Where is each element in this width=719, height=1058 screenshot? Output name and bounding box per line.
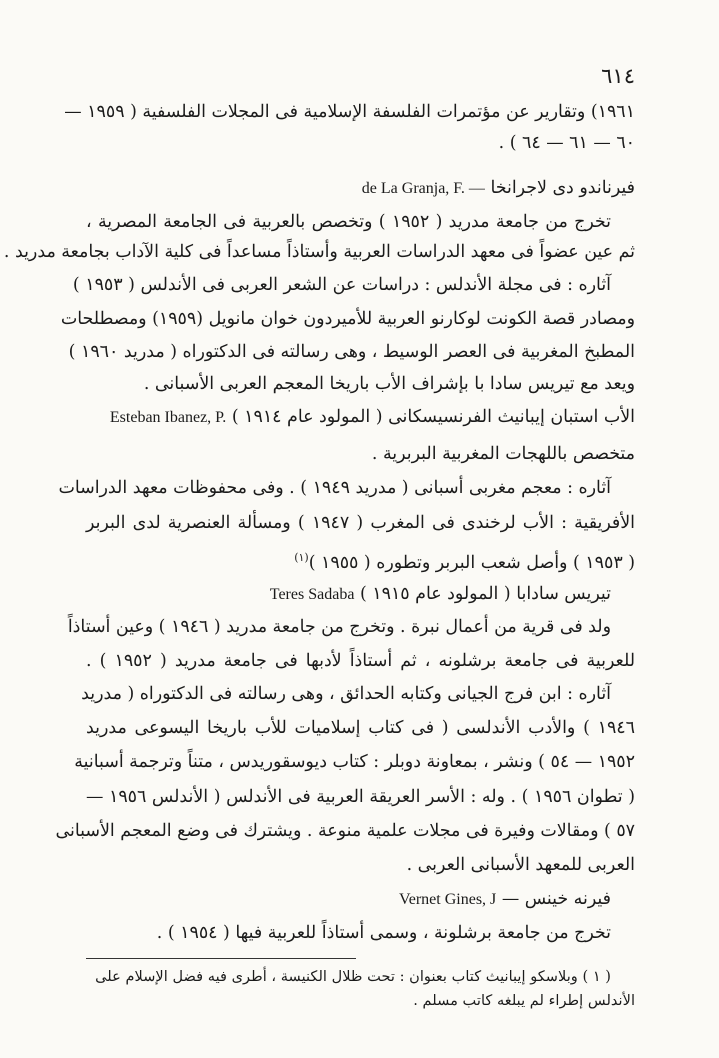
entry-heading-arabic: فيرنه خينس — <box>501 889 611 909</box>
text-line: ١٩٦١) وتقارير عن مؤتمرات الفلسفة الإسلامية فى المجلات الفلسفية ( ١٩٥٩ — <box>64 102 635 122</box>
footnote-marker: (١) <box>294 551 309 564</box>
text-line: ١٩٤٦ ) والأدب الأندلسى ( فى كتاب إسلاميات للأب باريخا اليسوعى مدريد <box>86 718 635 738</box>
text-line: آثاره : معجم مغربى أسبانى ( مدريد ١٩٤٩ ) . وفى محفوظات معهد الدراسات <box>58 478 611 498</box>
entry-heading <box>86 175 635 202</box>
entry-heading <box>86 404 635 431</box>
entry-heading-arabic: الأب استبان إيبانيث الفرنسيسكانى ( المولود عام ١٩١٤ ) <box>231 407 635 427</box>
text-line: ٦٠ — ٦١ — ٦٤ ) . <box>498 133 635 153</box>
text-line: المطبخ المغربية فى العصر الوسيط ، وهى رسالته فى الدكتوراه ( مدريد ١٩٦٠ ) <box>68 342 635 362</box>
footnote-line: ( ١ ) وبلاسكو إيبانيث كتاب بعنوان : تحت ظلال الكنيسة ، أطرى فيه فضل الإسلام على <box>95 968 611 985</box>
footnote-line: الأندلس إطراء لم يبلغه كاتب مسلم . <box>413 992 635 1009</box>
entry-heading <box>86 886 611 913</box>
text-line: تخرج من جامعة برشلونة ، وسمى أستاذاً للعربية فيها ( ١٩٥٤ ) . <box>156 923 611 943</box>
text-line: تخرج من جامعة مدريد ( ١٩٥٢ ) وتخصص بالعربية فى الجامعة المصرية ، <box>86 212 611 232</box>
text-line: ولد فى قرية من أعمال نبرة . وتخرج من جامعة مدريد ( ١٩٤٦ ) وعين أستاذاً <box>67 617 611 637</box>
text-line: ( تطوان ١٩٥٦ ) . وله : الأسر العريقة العربية فى الأندلس ( الأندلس ١٩٥٦ — <box>86 787 635 807</box>
entry-heading-latin: Vernet Gines, J <box>398 891 497 908</box>
text-line: ٥٧ ) ومقالات وفيرة فى مجلات علمية منوعة . ويشترك فى وضع المعجم الأسبانى <box>55 821 635 841</box>
text-line: الأفريقية : الأب لرخندى فى المغرب ( ١٩٤٧ ) ومسألة العنصرية لدى البربر <box>86 513 635 533</box>
footnote-divider <box>86 958 356 959</box>
text-line <box>86 545 635 576</box>
page-number: ٦١٤ <box>601 64 635 88</box>
text-line: متخصص باللهجات المغربية البربرية . <box>371 444 635 464</box>
text-line: العربى للمعهد الأسبانى العربى . <box>406 855 635 875</box>
entry-heading-latin: Esteban Ibanez, P. <box>109 409 227 426</box>
entry-heading-latin: Teres Sadaba <box>269 586 355 603</box>
entry-heading-arabic: تيريس سادابا ( المولود عام ١٩١٥ ) <box>359 584 611 604</box>
entry-heading-latin: de La Granja, F. — <box>361 180 485 197</box>
text-line: آثاره : فى مجلة الأندلس : دراسات عن الشعر العربى فى الأندلس ( ١٩٥٣ ) <box>72 275 611 295</box>
text-line: ومصادر قصة الكونت لوكارنو العربية للأميردون خوان مانويل (١٩٥٩) ومصطلحات <box>60 309 635 329</box>
text-line: ١٩٥٢ — ٥٤ ) ونشر ، بمعاونة دوبلر : كتاب ديوسقوريدس ، متناً وترجمة أسبانية <box>74 752 635 772</box>
text-line: ثم عين عضواً فى معهد الدراسات العربية وأستاذاً مساعداً فى كلية الآداب بجامعة مدريد . <box>3 242 635 262</box>
text-line: ويعد مع تيريس سادا با بإشراف الأب باريخا المعجم العربى الأسبانى . <box>143 374 635 394</box>
entry-heading <box>86 581 611 608</box>
text-line: آثاره : ابن فرج الجيانى وكتابه الحدائق ، وهى رسالته فى الدكتوراه ( مدريد <box>81 684 611 704</box>
text-segment: ( ١٩٥٣ ) وأصل شعب البربر وتطوره ( ١٩٥٥ ) <box>308 552 635 573</box>
text-line: للعربية فى جامعة برشلونه ، ثم أستاذاً لأدبها فى جامعة مدريد ( ١٩٥٢ ) . <box>86 651 636 671</box>
entry-heading-arabic: فيرناندو دى لاجرانخا <box>490 178 635 198</box>
